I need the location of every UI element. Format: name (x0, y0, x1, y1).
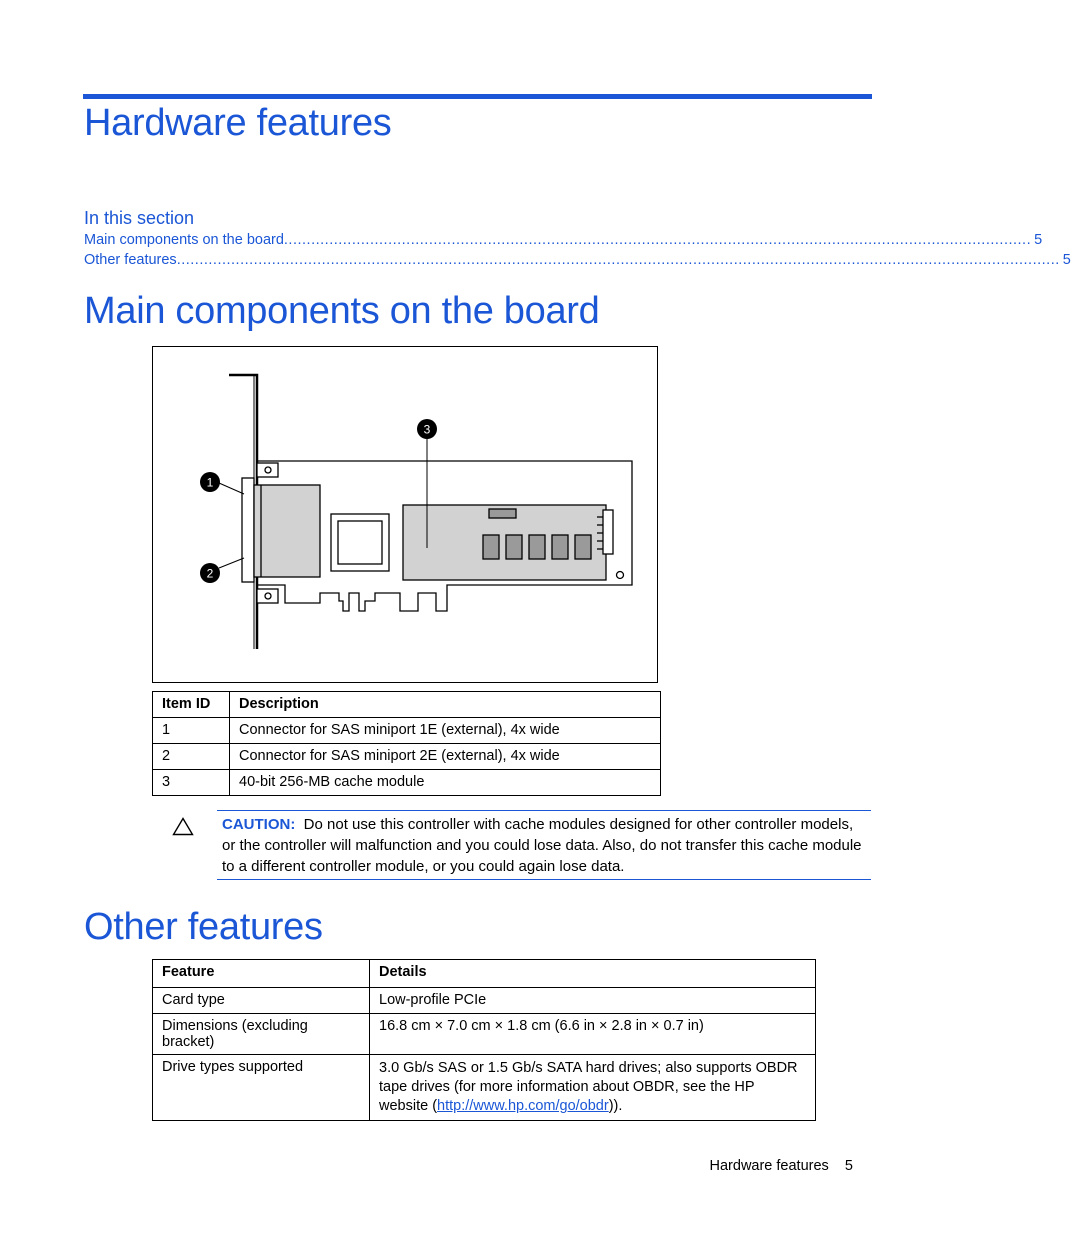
toc-entry-main-components[interactable] (84, 232, 1043, 250)
obdr-website-link[interactable]: http://www.hp.com/go/obdr (437, 1098, 609, 1114)
callout-label: 2 (206, 566, 214, 581)
column-header: Details (370, 960, 816, 988)
toc-leader: ................................................................................................................................................................................................... (176, 252, 1060, 268)
footer-page-number: 5 (844, 1158, 853, 1174)
components-table (152, 691, 661, 796)
toc-entry-other-features[interactable] (84, 252, 1071, 270)
features-table (152, 959, 816, 1121)
details-text: 3.0 Gb/s SAS or 1.5 Gb/s SATA hard drives; also supports OBDR tape drives (for more information about OBDR, see the HP website ( (379, 1060, 798, 1114)
feature-cell: Dimensions (excluding bracket) (153, 1014, 370, 1055)
description-cell: Connector for SAS miniport 2E (external), 4x wide (230, 744, 661, 770)
callout-label: 3 (423, 422, 431, 437)
table-row (153, 770, 661, 796)
callout-label: 1 (206, 475, 214, 490)
warning-triangle-icon (172, 817, 194, 841)
caution-body: Do not use this controller with cache modules designed for other controller models, or the controller will malfunction and you could lose data. Also, do not transfer this cache module to a different controller module, or you could again lose data. (222, 816, 862, 875)
column-header: Description (230, 692, 661, 718)
description-cell: 40-bit 256-MB cache module (230, 770, 661, 796)
section-heading-main-components: Main components on the board (84, 290, 600, 332)
board-diagram (152, 346, 658, 683)
toc-entry-label[interactable]: Other features (84, 252, 177, 268)
caution-label: CAUTION: (222, 816, 296, 833)
toc-heading: In this section (84, 208, 195, 228)
details-text: )). (608, 1098, 623, 1114)
table-row (153, 988, 816, 1014)
title-rule (83, 94, 872, 99)
item-id-cell: 2 (153, 744, 230, 770)
column-header: Feature (153, 960, 370, 988)
details-cell: 16.8 cm × 7.0 cm × 1.8 cm (6.6 in × 2.8 in × 0.7 in) (370, 1014, 816, 1055)
item-id-cell: 1 (153, 718, 230, 744)
page-footer (700, 1158, 853, 1174)
section-heading-other-features: Other features (84, 906, 323, 948)
table-row (153, 744, 661, 770)
controller-board-drawing (153, 347, 656, 681)
table-row (153, 1055, 816, 1121)
details-cell: Low-profile PCIe (370, 988, 816, 1014)
feature-cell: Card type (153, 988, 370, 1014)
details-cell (370, 1055, 816, 1121)
table-row (153, 718, 661, 744)
caution-bottom-rule (217, 879, 871, 880)
item-id-cell: 3 (153, 770, 230, 796)
table-header-row (153, 692, 661, 718)
column-header: Item ID (153, 692, 230, 718)
description-cell: Connector for SAS miniport 1E (external), 4x wide (230, 718, 661, 744)
toc-entry-page[interactable]: 5 (1062, 252, 1071, 268)
page-title: Hardware features (84, 102, 392, 144)
caution-top-rule (217, 810, 871, 811)
feature-cell: Drive types supported (153, 1055, 370, 1121)
footer-section-name: Hardware features (709, 1158, 829, 1174)
toc-leader: ..................................................................................................................................................................... (283, 232, 1032, 248)
toc-entry-page[interactable]: 5 (1034, 232, 1043, 248)
caution-note (222, 814, 864, 877)
callout-3 (417, 419, 437, 439)
callout-2 (200, 563, 220, 583)
toc-entry-label[interactable]: Main components on the board (84, 232, 284, 248)
table-header-row (153, 960, 816, 988)
table-row (153, 1014, 816, 1055)
callout-1 (200, 472, 220, 492)
